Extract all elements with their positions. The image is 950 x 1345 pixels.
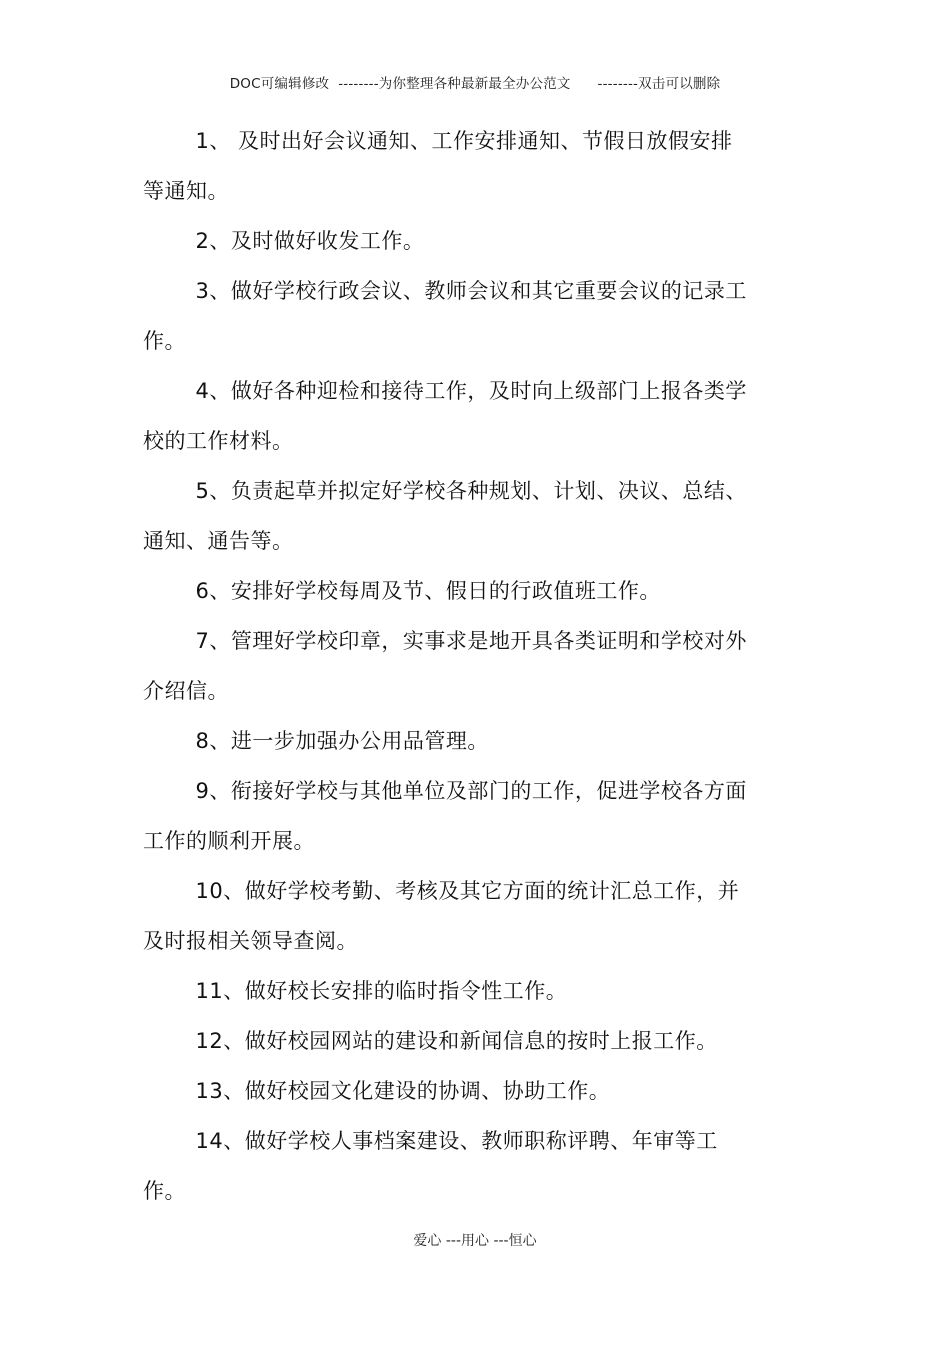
list-item: 5、负责起草并拟定好学校各种规划、计划、决议、总结、通知、通告等。 [143,479,747,553]
list-item: 13、做好校园文化建设的协调、协助工作。 [195,1079,611,1103]
list-item: 7、管理好学校印章，实事求是地开具各类证明和学校对外介绍信。 [143,629,747,703]
page-header: DOC可编辑修改 --------为你整理各种最新最全办公范文 --------双击可以删除 [229,76,721,92]
document-body [143,116,753,1216]
list-item: 14、做好学校人事档案建设、教师职称评聘、年审等工作。 [143,1129,718,1203]
page-footer: 爱心 ---用心 ---恒心 [413,1233,537,1249]
list-item: 2、及时做好收发工作。 [195,229,425,253]
list-item: 9、衔接好学校与其他单位及部门的工作，促进学校各方面工作的顺利开展。 [143,779,747,853]
list-item: 1、 及时出好会议通知、工作安排通知、节假日放假安排等通知。 [143,129,733,203]
list-item: 10、做好学校考勤、考核及其它方面的统计汇总工作，并及时报相关领导查阅。 [143,879,740,953]
list-item: 6、安排好学校每周及节、假日的行政值班工作。 [195,579,661,603]
list-item: 3、做好学校行政会议、教师会议和其它重要会议的记录工作。 [143,279,747,353]
list-item: 4、做好各种迎检和接待工作，及时向上级部门上报各类学校的工作材料。 [143,379,747,453]
list-item: 12、做好校园网站的建设和新闻信息的按时上报工作。 [195,1029,718,1053]
list-item: 8、进一步加强办公用品管理。 [195,729,489,753]
list-item: 11、做好校长安排的临时指令性工作。 [195,979,568,1003]
